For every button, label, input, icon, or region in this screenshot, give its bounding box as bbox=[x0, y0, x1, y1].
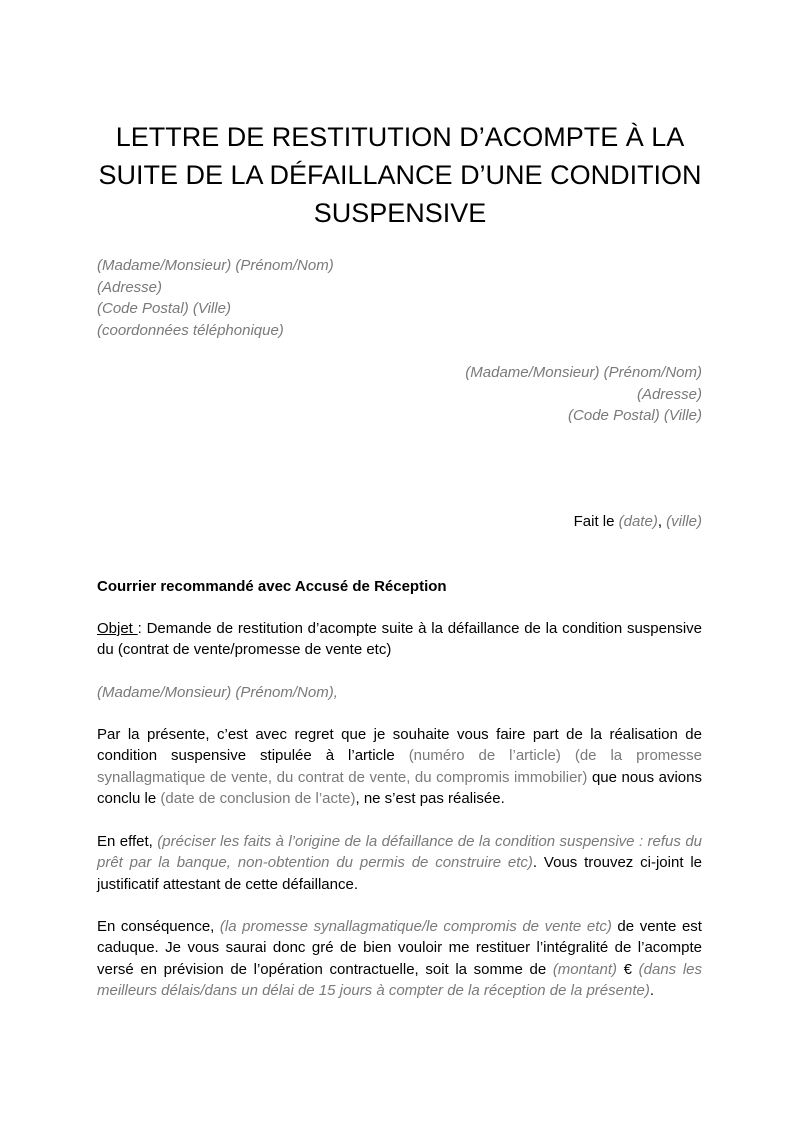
registered-mail-notice: Courrier recommandé avec Accusé de Réception bbox=[97, 578, 447, 595]
city-placeholder: (ville) bbox=[666, 513, 702, 530]
paragraph-2 bbox=[97, 831, 702, 895]
salutation: (Madame/Monsieur) (Prénom/Nom), bbox=[97, 684, 338, 701]
p1-placeholder-article: (numéro de l’article) (de la promesse synallagmatique de vente, du contrat de vente, du compromis immobilier) bbox=[97, 747, 702, 786]
p3-text-4: . bbox=[649, 981, 654, 999]
p2-text-1: En effet, bbox=[97, 833, 158, 850]
object-label: Objet bbox=[97, 620, 138, 637]
recipient-block bbox=[465, 362, 702, 427]
date-prefix: Fait le bbox=[573, 513, 619, 530]
paragraph-1 bbox=[97, 724, 702, 809]
p3-text-2: de vente est caduque. Je vous saurai donc gré de bien vouloir me restituer l’intégralité de l’acompte versé en prévision de l’opération contractuelle, soit la somme de bbox=[97, 918, 702, 978]
sender-phone: (coordonnées téléphonique) bbox=[97, 321, 284, 339]
object-colon: : bbox=[137, 620, 147, 637]
p1-text-1: Par la présente, c’est avec regret que je souhaite vous faire part de la réalisation de condition suspensive stipulée à l’article bbox=[97, 726, 702, 765]
sender-name: (Madame/Monsieur) (Prénom/Nom) bbox=[97, 257, 334, 274]
recipient-city: (Code Postal) (Ville) bbox=[568, 407, 702, 424]
object-line bbox=[97, 618, 702, 661]
p3-placeholder-deadline: (dans les meilleurs délais/dans un délai de 15 jours à compter de la réception de la présente) bbox=[97, 960, 702, 999]
p2-placeholder-facts: (préciser les faits à l’origine de la défaillance de la condition suspensive : refus du prêt par la banque, non-obtention du permis de construire etc) bbox=[97, 833, 702, 872]
p3-placeholder-contract: (la promesse synallagmatique/le compromis de vente etc) bbox=[219, 918, 612, 935]
title-line-1: LETTRE DE RESTITUTION D’ACOMPTE À LA bbox=[115, 122, 685, 152]
recipient-address: (Adresse) bbox=[636, 385, 702, 403]
title-line-2: SUITE DE LA DÉFAILLANCE D’UNE CONDITION bbox=[98, 160, 702, 190]
p1-text-3: , ne s’est pas réalisée. bbox=[355, 789, 505, 807]
title-line-3: SUSPENSIVE bbox=[313, 198, 487, 228]
sender-block bbox=[97, 255, 334, 341]
paragraph-3 bbox=[97, 916, 702, 1001]
date-placeholder: (date) bbox=[618, 513, 658, 530]
p3-text-3: € bbox=[617, 960, 639, 978]
p1-placeholder-date: (date de conclusion de l’acte) bbox=[160, 789, 356, 807]
recipient-name: (Madame/Monsieur) (Prénom/Nom) bbox=[465, 364, 702, 381]
p2-text-2: . Vous trouvez ci-joint le justificatif attestant de cette défaillance. bbox=[97, 854, 702, 893]
sender-address: (Adresse) bbox=[97, 278, 163, 296]
date-separator: , bbox=[657, 513, 667, 530]
p1-text-2: que nous avions conclu le bbox=[97, 768, 702, 807]
date-line bbox=[574, 511, 702, 532]
sender-city: (Code Postal) (Ville) bbox=[97, 300, 231, 317]
object-text: Demande de restitution d’acompte suite à la défaillance de la condition suspensive du (contrat de vente/promesse de vente etc) bbox=[97, 620, 702, 659]
p3-placeholder-amount: (montant) bbox=[552, 960, 618, 978]
p3-text-1: En conséquence, bbox=[97, 918, 220, 935]
letter-title bbox=[90, 118, 710, 232]
